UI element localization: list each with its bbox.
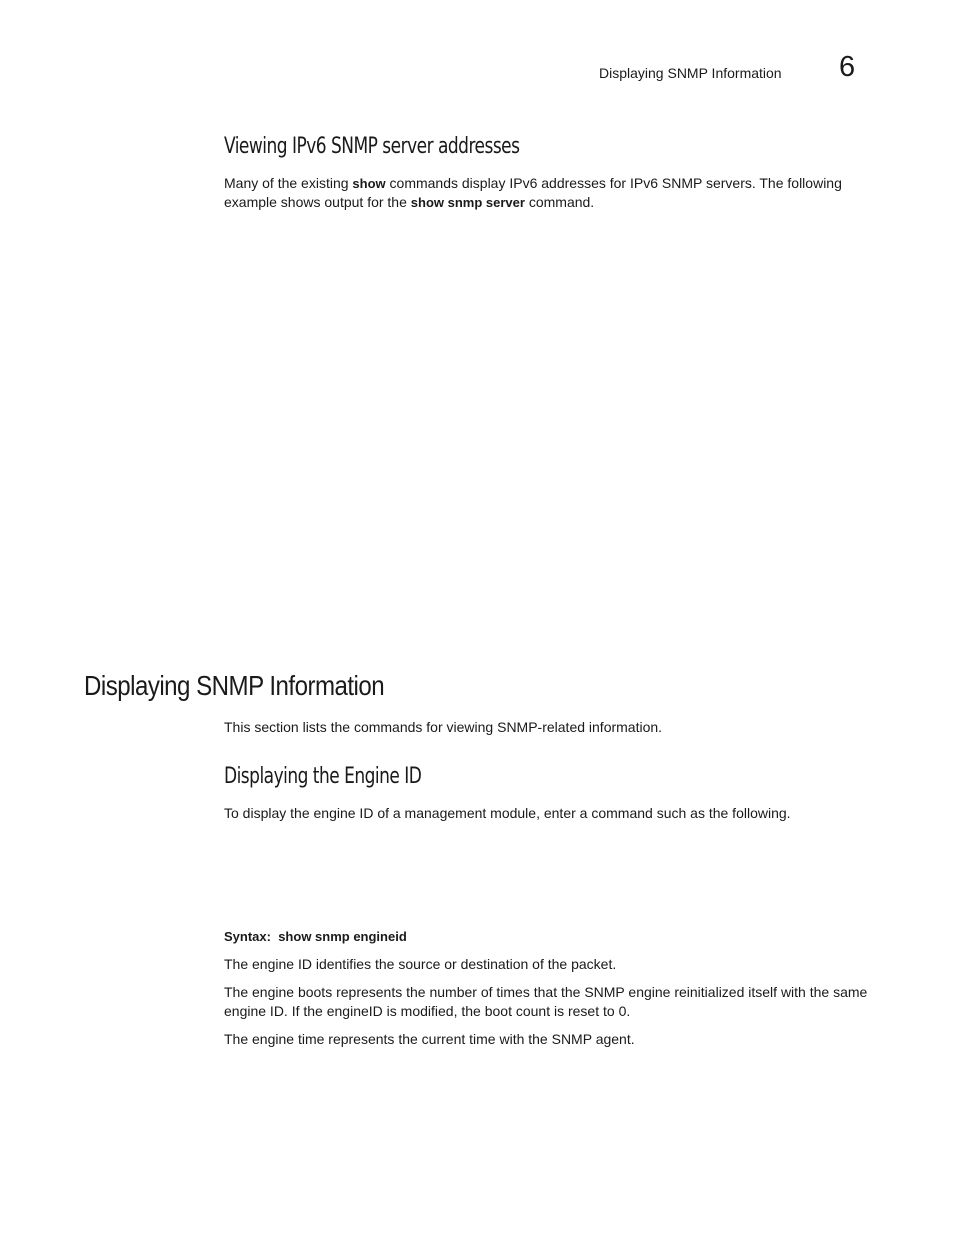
running-header-title: Displaying SNMP Information bbox=[599, 65, 782, 81]
engine-id-paragraph: The engine ID identifies the source or destination of the packet. bbox=[224, 956, 617, 972]
ipv6-paragraph-text-1: Many of the existing bbox=[224, 175, 353, 191]
engine-intro-paragraph: To display the engine ID of a management module, enter a command such as the following. bbox=[224, 805, 791, 821]
ipv6-paragraph-text-3: command. bbox=[524, 194, 595, 210]
section-heading-engine-id: Displaying the Engine ID bbox=[224, 764, 422, 789]
syntax-command: show snmp engineid bbox=[278, 929, 407, 944]
syntax-line bbox=[224, 929, 407, 944]
chapter-number: 6 bbox=[839, 51, 856, 83]
syntax-label: Syntax: bbox=[224, 929, 271, 944]
command-show: show bbox=[352, 176, 386, 191]
ipv6-paragraph-text-2: commands display IPv6 addresses for IPv6 SNMP servers. The following example shows output for the bbox=[224, 175, 842, 210]
section-heading-ipv6: Viewing IPv6 SNMP server addresses bbox=[224, 134, 520, 159]
command-show-snmp-server: show snmp server bbox=[410, 195, 525, 210]
display-intro-paragraph: This section lists the commands for viewing SNMP-related information. bbox=[224, 719, 663, 735]
chapter-section-heading: Displaying SNMP Information bbox=[84, 670, 385, 701]
ipv6-paragraph bbox=[224, 174, 874, 212]
engine-boots-paragraph: The engine boots represents the number of times that the SNMP engine reinitialized itself with the same engine ID. If the engineID is modified, the boot count is reset to 0. bbox=[224, 984, 868, 1019]
engine-time-paragraph: The engine time represents the current time with the SNMP agent. bbox=[224, 1031, 635, 1047]
